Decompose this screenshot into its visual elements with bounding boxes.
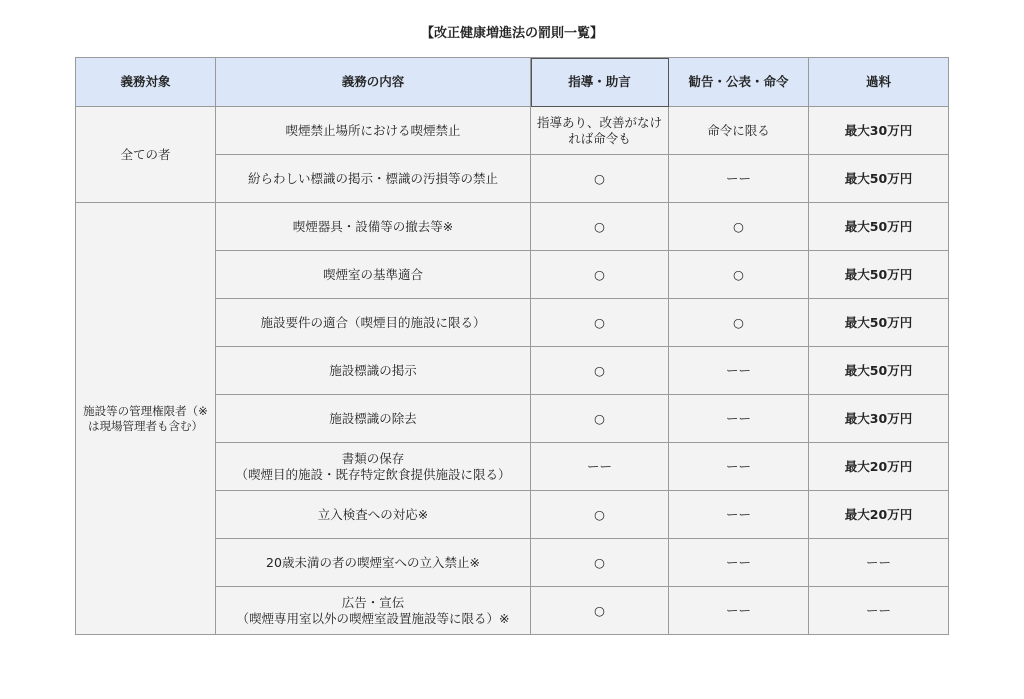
header-recommendation[interactable]: 勧告・公表・命令	[669, 58, 809, 107]
fine-cell[interactable]: 最大20万円	[809, 491, 949, 539]
guidance-cell[interactable]: ○	[531, 251, 669, 299]
fine-cell[interactable]: 最大50万円	[809, 155, 949, 203]
guidance-cell[interactable]: ○	[531, 299, 669, 347]
header-content[interactable]: 義務の内容	[216, 58, 531, 107]
content-cell[interactable]: 施設標識の掲示	[216, 347, 531, 395]
header-guidance[interactable]: 指導・助言	[531, 58, 669, 107]
recommendation-cell[interactable]: ーー	[669, 587, 809, 635]
target-cell[interactable]: 全ての者	[76, 107, 216, 203]
header-target[interactable]: 義務対象	[76, 58, 216, 107]
fine-cell[interactable]: 最大30万円	[809, 395, 949, 443]
header-row	[76, 58, 949, 107]
recommendation-cell[interactable]: ーー	[669, 347, 809, 395]
recommendation-cell[interactable]: 命令に限る	[669, 107, 809, 155]
fine-cell[interactable]: 最大50万円	[809, 203, 949, 251]
header-fine[interactable]: 過料	[809, 58, 949, 107]
recommendation-cell[interactable]: ーー	[669, 395, 809, 443]
guidance-cell[interactable]: 指導あり、改善がなければ命令も	[531, 107, 669, 155]
fine-cell[interactable]: 最大30万円	[809, 107, 949, 155]
fine-cell[interactable]: 最大50万円	[809, 299, 949, 347]
content-line-1: 書類の保存	[341, 450, 405, 466]
content-cell[interactable]: 紛らわしい標識の掲示・標識の汚損等の禁止	[216, 155, 531, 203]
table-row	[76, 107, 949, 155]
recommendation-cell[interactable]: ○	[669, 299, 809, 347]
guidance-cell[interactable]: ○	[531, 203, 669, 251]
content-line-2: （喫煙専用室以外の喫煙室設置施設等に限る）※	[236, 610, 510, 626]
content-line-1: 広告・宣伝	[341, 594, 405, 610]
guidance-cell[interactable]: ○	[531, 395, 669, 443]
recommendation-cell[interactable]: ○	[669, 251, 809, 299]
fine-cell[interactable]: ーー	[809, 587, 949, 635]
content-cell[interactable]: 喫煙室の基準適合	[216, 251, 531, 299]
guidance-cell[interactable]: ○	[531, 347, 669, 395]
page-title: 【改正健康増進法の罰則一覧】	[420, 26, 603, 41]
fine-cell[interactable]: 最大20万円	[809, 443, 949, 491]
recommendation-cell[interactable]: ーー	[669, 539, 809, 587]
content-cell[interactable]	[216, 443, 531, 491]
content-line-2: （喫煙目的施設・既存特定飲食提供施設に限る）	[235, 466, 511, 482]
guidance-cell[interactable]: ○	[531, 539, 669, 587]
content-cell[interactable]: 立入検査への対応※	[216, 491, 531, 539]
guidance-cell[interactable]: ○	[531, 587, 669, 635]
guidance-cell[interactable]: ○	[531, 491, 669, 539]
recommendation-cell[interactable]: ーー	[669, 491, 809, 539]
fine-cell[interactable]: 最大50万円	[809, 347, 949, 395]
content-cell[interactable]: 施設要件の適合（喫煙目的施設に限る）	[216, 299, 531, 347]
guidance-cell[interactable]: ーー	[531, 443, 669, 491]
content-cell[interactable]: 施設標識の除去	[216, 395, 531, 443]
content-cell[interactable]: 20歳未満の者の喫煙室への立入禁止※	[216, 539, 531, 587]
recommendation-cell[interactable]: ○	[669, 203, 809, 251]
guidance-cell[interactable]: ○	[531, 155, 669, 203]
fine-cell[interactable]: 最大50万円	[809, 251, 949, 299]
content-cell[interactable]: 喫煙器具・設備等の撤去等※	[216, 203, 531, 251]
table-row	[76, 203, 949, 251]
recommendation-cell[interactable]: ーー	[669, 155, 809, 203]
target-cell[interactable]: 施設等の管理権限者（※は現場管理者も含む）	[76, 203, 216, 635]
content-cell[interactable]	[216, 587, 531, 635]
recommendation-cell[interactable]: ーー	[669, 443, 809, 491]
penalty-table	[75, 57, 949, 635]
fine-cell[interactable]: ーー	[809, 539, 949, 587]
content-cell[interactable]: 喫煙禁止場所における喫煙禁止	[216, 107, 531, 155]
